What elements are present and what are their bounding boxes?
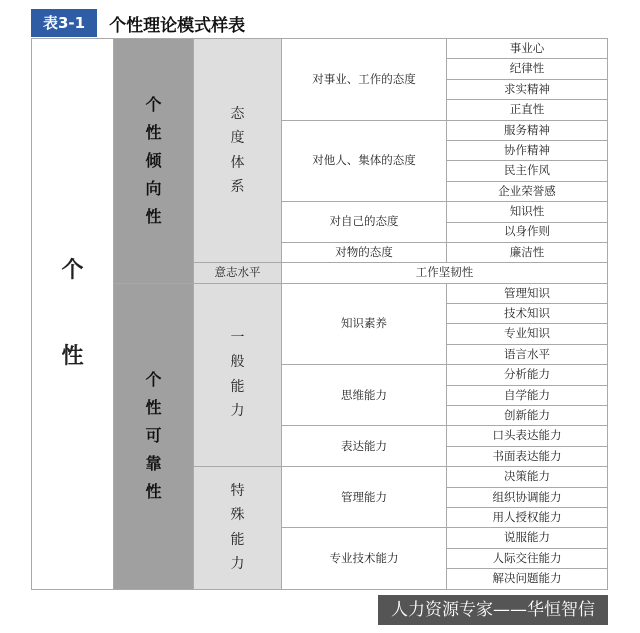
item-cell: 技术知识 bbox=[447, 304, 608, 324]
item-cell: 纪律性 bbox=[447, 59, 608, 79]
item-cell: 协作精神 bbox=[447, 140, 608, 160]
category-cell: 对自己的态度 bbox=[282, 202, 447, 243]
item-cell: 创新能力 bbox=[447, 406, 608, 426]
personality-reliability-label: 个 性 可 靠 性 bbox=[114, 283, 194, 589]
item-cell: 求实精神 bbox=[447, 79, 608, 99]
item-cell: 管理知识 bbox=[447, 283, 608, 303]
general-ability-label: 一 般 能 力 bbox=[194, 283, 282, 467]
item-cell: 书面表达能力 bbox=[447, 446, 608, 466]
item-cell: 企业荣誉感 bbox=[447, 181, 608, 201]
will-level-label: 意志水平 bbox=[194, 263, 282, 283]
category-cell: 管理能力 bbox=[282, 467, 447, 528]
will-level-value: 工作坚韧性 bbox=[282, 263, 608, 283]
category-cell: 对他人、集体的态度 bbox=[282, 120, 447, 202]
item-cell: 语言水平 bbox=[447, 344, 608, 364]
attitude-system-label: 态 度 体 系 bbox=[194, 39, 282, 263]
item-cell: 口头表达能力 bbox=[447, 426, 608, 446]
item-cell: 说服能力 bbox=[447, 528, 608, 548]
personality-model-table bbox=[31, 38, 608, 590]
category-cell: 思维能力 bbox=[282, 365, 447, 426]
item-cell: 用人授权能力 bbox=[447, 507, 608, 527]
item-cell: 廉洁性 bbox=[447, 242, 608, 262]
category-cell: 对事业、工作的态度 bbox=[282, 39, 447, 121]
table-number-tag: 表3-1 bbox=[31, 9, 97, 37]
personality-root-cell: 个 性 bbox=[32, 39, 114, 590]
item-cell: 服务精神 bbox=[447, 120, 608, 140]
table-title: 个性理论模式样表 bbox=[109, 15, 246, 36]
item-cell: 正直性 bbox=[447, 100, 608, 120]
category-cell: 对物的态度 bbox=[282, 242, 447, 262]
table-caption bbox=[31, 9, 245, 37]
personality-tendency-label: 个 性 倾 向 性 bbox=[114, 39, 194, 284]
special-ability-label: 特 殊 能 力 bbox=[194, 467, 282, 589]
item-cell: 专业知识 bbox=[447, 324, 608, 344]
source-watermark: 人力资源专家——华恒智信 bbox=[378, 595, 608, 625]
category-cell: 专业技术能力 bbox=[282, 528, 447, 589]
category-cell: 知识素养 bbox=[282, 283, 447, 365]
item-cell: 以身作则 bbox=[447, 222, 608, 242]
item-cell: 自学能力 bbox=[447, 385, 608, 405]
item-cell: 解决问题能力 bbox=[447, 569, 608, 589]
item-cell: 人际交往能力 bbox=[447, 548, 608, 568]
category-cell: 表达能力 bbox=[282, 426, 447, 467]
item-cell: 决策能力 bbox=[447, 467, 608, 487]
item-cell: 分析能力 bbox=[447, 365, 608, 385]
item-cell: 民主作风 bbox=[447, 161, 608, 181]
item-cell: 事业心 bbox=[447, 39, 608, 59]
item-cell: 知识性 bbox=[447, 202, 608, 222]
item-cell: 组织协调能力 bbox=[447, 487, 608, 507]
